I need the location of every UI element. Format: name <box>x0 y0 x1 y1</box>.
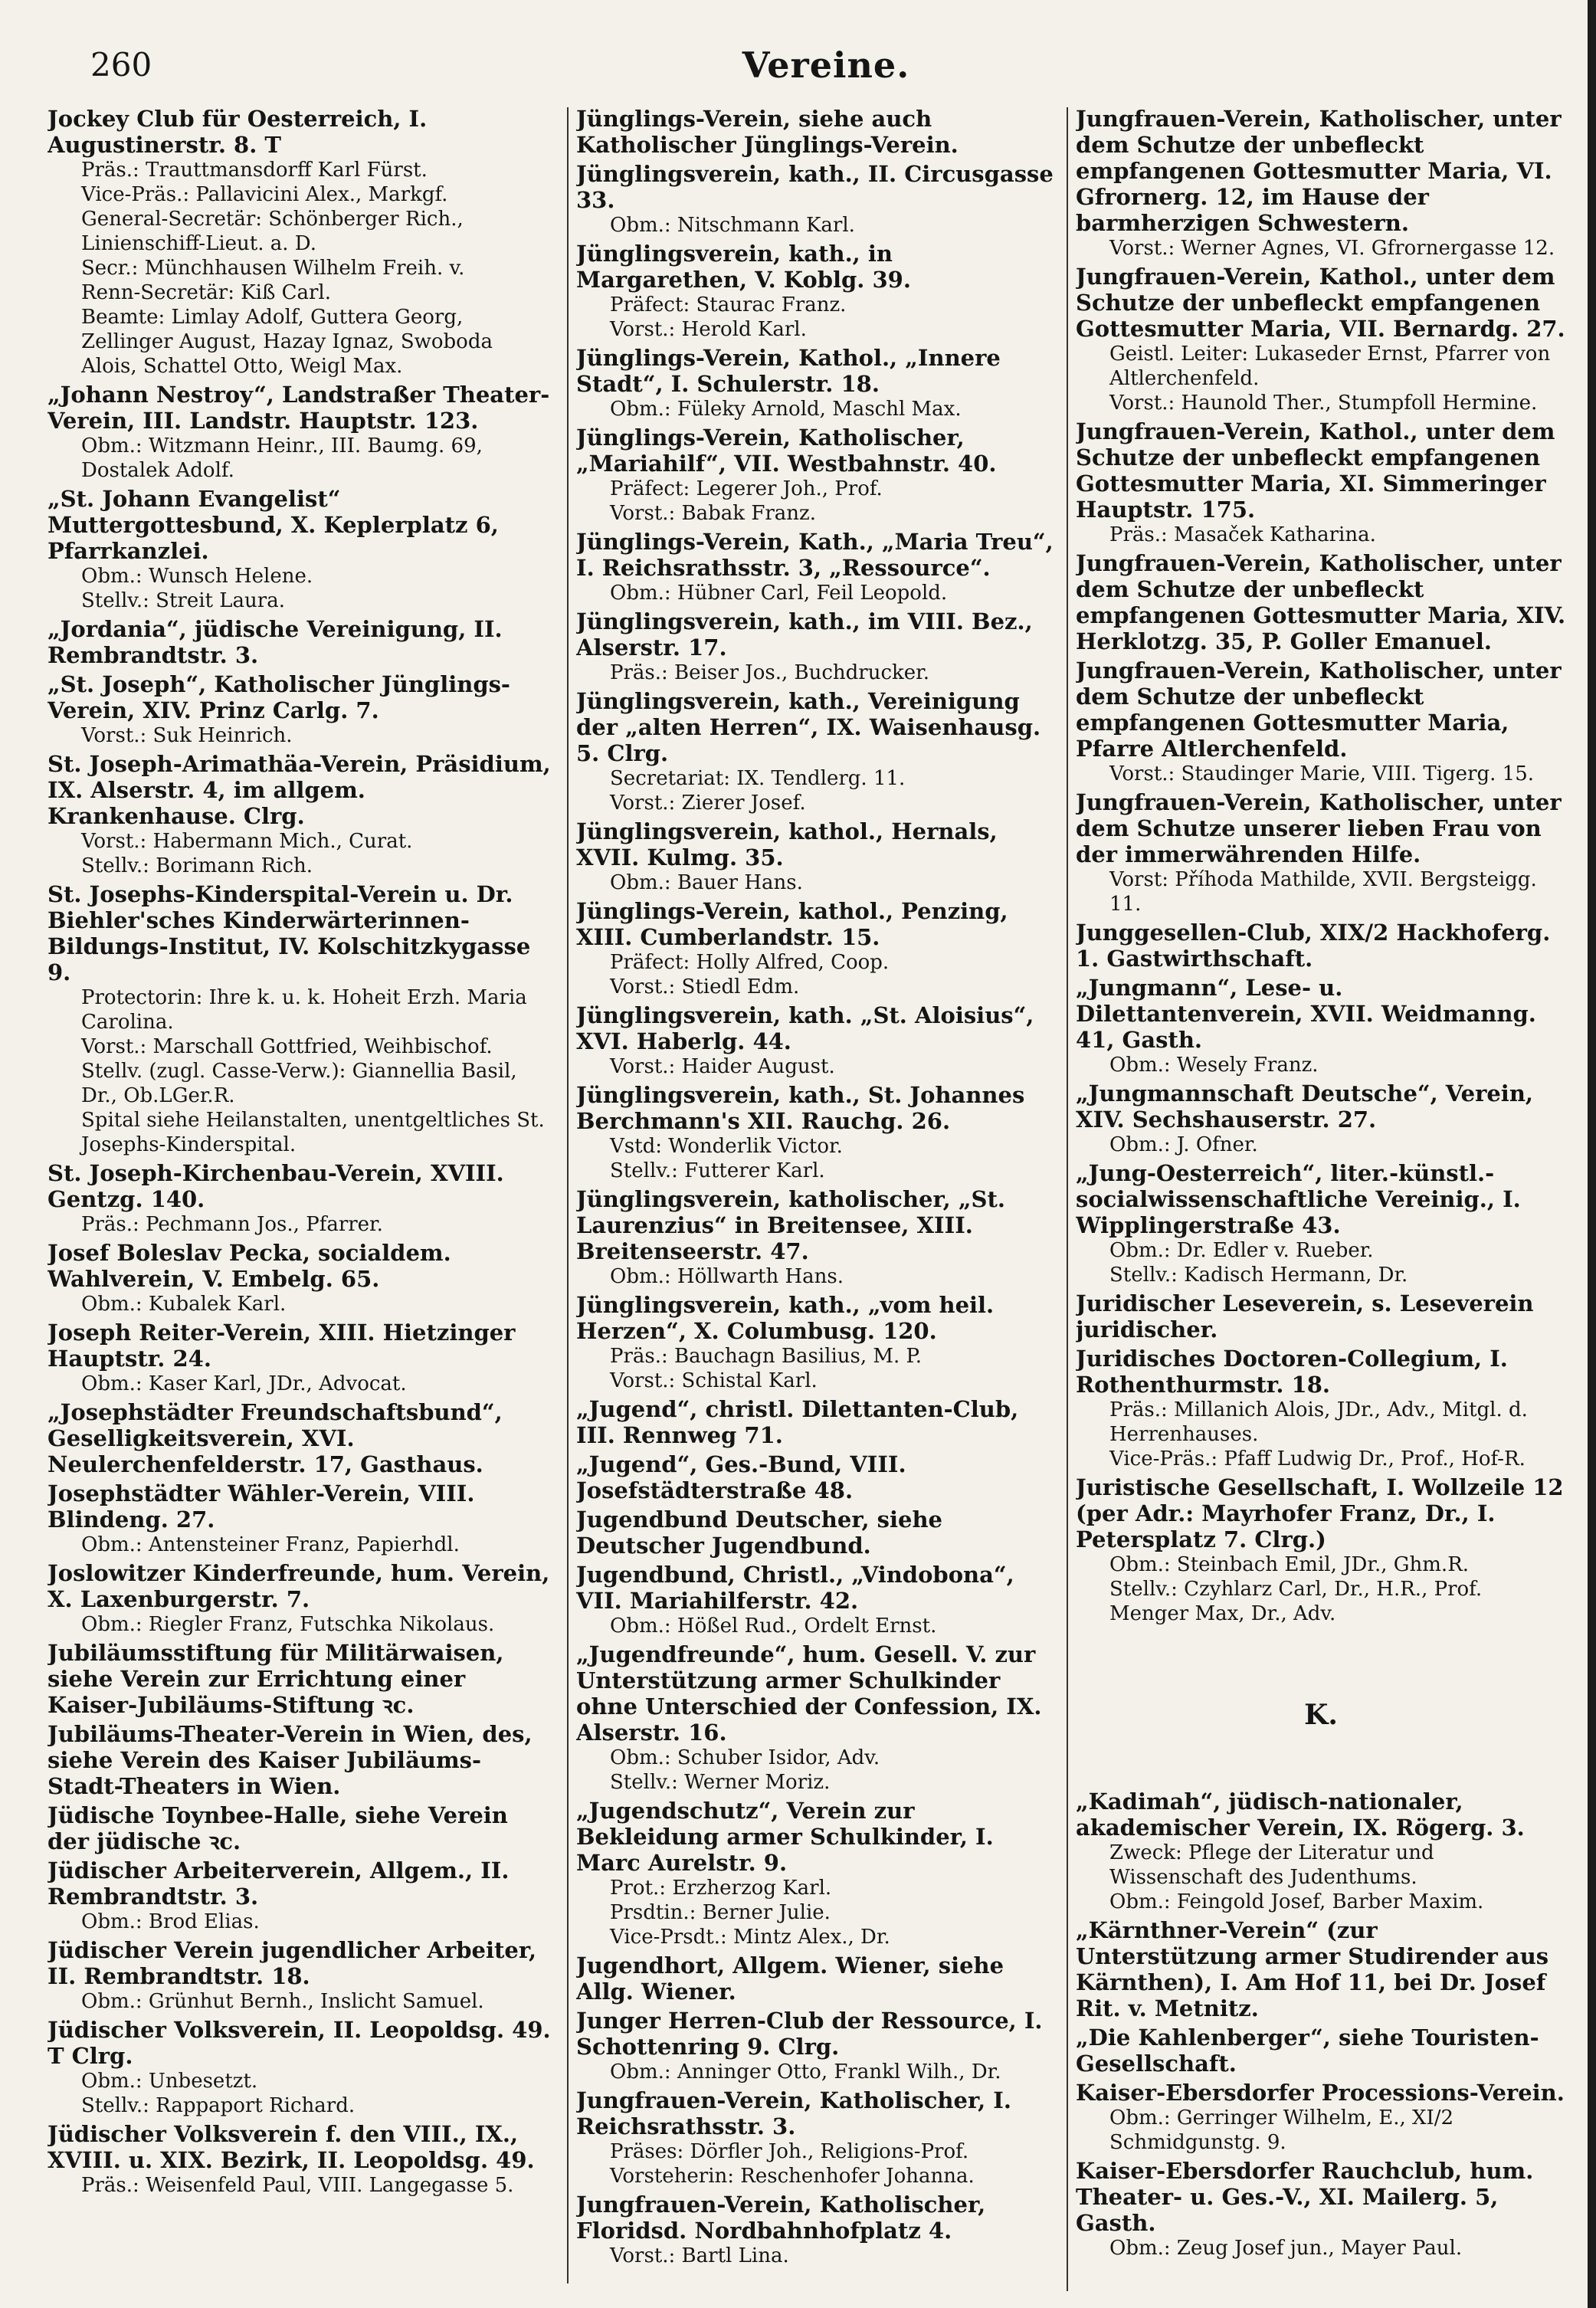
entry-heading: Junger Herren-Club der Ressource, I. Schottenring 9. Clrg. <box>576 2008 1043 2060</box>
entry-detail-line: Vstd: Wonderlik Victor. <box>610 1135 843 1158</box>
entry-detail-line: Obm.: Füleky Arnold, Maschl Max. <box>610 398 962 421</box>
entry-heading: „Jugend“, Ges.-Bund, VIII. Josefstädterstraße 48. <box>576 1451 906 1503</box>
entry-heading: Juridischer Leseverein, s. Leseverein juridischer. <box>1076 1290 1534 1343</box>
directory-entry <box>576 688 1063 815</box>
entry-detail-line: Präfect: Holly Alfred, Coop. <box>610 951 890 974</box>
entry-detail-line: Vorst.: Herold Karl. <box>610 318 807 341</box>
entry-heading: Juridisches Doctoren-Collegium, I. Rothenthurmstr. 18. <box>1076 1346 1508 1398</box>
directory-entry <box>576 1002 1063 1079</box>
entry-detail-line: Stellv.: Streit Laura. <box>81 589 285 612</box>
entry-detail-line: Vorsteherin: Reschenhofer Johanna. <box>610 2165 975 2188</box>
directory-entry <box>1076 2158 1566 2260</box>
section-letter: K. <box>1304 1699 1338 1731</box>
directory-entry <box>48 106 553 379</box>
entry-detail-line: Geistl. Leiter: Lukaseder Ernst, Pfarrer von Altlerchenfeld. <box>1109 343 1551 390</box>
entry-detail-line: Vorst.: Stiedl Edm. <box>610 975 800 998</box>
entry-detail-line: Präs.: Millanich Alois, JDr., Adv., Mitgl. d. Herrenhauses. <box>1109 1398 1528 1446</box>
entry-heading: „Jugendfreunde“, hum. Gesell. V. zur Unterstützung armer Schulkinder ohne Unterschied der Confession, IX. Alserstr. 16. <box>576 1641 1042 1746</box>
directory-entry <box>576 1451 1063 1503</box>
entry-heading: „Kadimah“, jüdisch-nationaler, akademischer Verein, IX. Rögerg. 3. <box>1076 1788 1525 1841</box>
directory-entry <box>576 241 1063 342</box>
entry-heading: Jünglingsverein, kath., II. Circusgasse 33. <box>576 161 1054 213</box>
entry-heading: Jünglings-Verein, kathol., Penzing, XIII. Cumberlandstr. 15. <box>576 898 1008 950</box>
entry-detail-line: Obm.: J. Ofner. <box>1109 1133 1258 1156</box>
entry-heading: Jünglingsverein, katholischer, „St. Laurenzius“ in Breitensee, XIII. Breitenseerstr. 47. <box>576 1186 1005 1264</box>
entry-detail-line: Vorst.: Haider August. <box>610 1055 835 1078</box>
entry-detail-line: Obm.: Kaser Karl, JDr., Advocat. <box>81 1372 407 1395</box>
entry-detail-line: Obm.: Hößel Rud., Ordelt Ernst. <box>610 1615 937 1638</box>
entry-heading: „Jordania“, jüdische Vereinigung, II. Rembrandtstr. 3. <box>48 616 503 668</box>
directory-entry <box>1076 106 1566 261</box>
entry-heading: St. Joseph-Arimathäa-Verein, Präsidium, IX. Alserstr. 4, im allgem. Krankenhause. Clrg. <box>48 751 551 829</box>
directory-entry <box>48 1560 553 1637</box>
entry-detail-line: Obm.: Bauer Hans. <box>610 871 803 894</box>
entry-heading: Josef Boleslav Pecka, socialdem. Wahlverein, V. Embelg. 65. <box>48 1240 451 1292</box>
entry-detail-line: Vorst.: Habermann Mich., Curat. <box>81 830 413 853</box>
directory-entry <box>576 2008 1063 2084</box>
directory-entry <box>1076 975 1566 1077</box>
entry-heading: Jugendbund Deutscher, siehe Deutscher Jugendbund. <box>576 1506 943 1559</box>
directory-entry <box>1076 1080 1566 1157</box>
entry-detail-line: Obm.: Steinbach Emil, JDr., Ghm.R. <box>1109 1553 1470 1576</box>
directory-entry <box>48 1937 553 2014</box>
entry-detail-line: Renn-Secretär: Kiß Carl. <box>81 281 331 304</box>
directory-entry <box>48 881 553 1157</box>
entry-detail-line: Präs.: Masaček Katharina. <box>1109 523 1376 546</box>
directory-entry <box>1076 1160 1566 1287</box>
directory-entry <box>576 898 1063 999</box>
entry-detail-line: Präses: Dörfler Joh., Religions-Prof. <box>610 2140 969 2163</box>
entry-detail-line: Vice-Präs.: Pfaff Ludwig Dr., Prof., Hof-R. <box>1109 1447 1526 1470</box>
directory-entry <box>1076 264 1566 415</box>
entry-detail-line: Obm.: Gerringer Wilhelm, E., XI/2 Schmidgunstg. 9. <box>1109 2106 1454 2154</box>
entry-detail-line: Stellv. (zugl. Casse-Verw.): Giannellia Basil, Dr., Ob.LGer.R. <box>81 1060 517 1107</box>
entry-heading: Jünglings-Verein, Kathol., „Innere Stadt“, I. Schulerstr. 18. <box>576 345 1001 397</box>
entry-detail-line: Stellv.: Czyhlarz Carl, Dr., H.R., Prof. Menger Max, Dr., Adv. <box>1109 1578 1483 1625</box>
entry-heading: Jüdischer Volksverein f. den VIII., IX., XVIII. u. XIX. Bezirk, II. Leopoldsg. 49. <box>48 2121 535 2173</box>
entry-heading: Jünglings-Verein, siehe auch Katholischer Jünglings-Verein. <box>576 106 959 158</box>
directory-entry <box>576 161 1063 238</box>
directory-entry <box>1076 657 1566 786</box>
directory-entry <box>576 818 1063 895</box>
entry-heading: Jüdischer Verein jugendlicher Arbeiter, II. Rembrandtstr. 18. <box>48 1937 537 1989</box>
directory-entry <box>48 1640 553 1718</box>
entry-heading: „Josephstädter Freundschaftsbund“, Geselligkeitsverein, XVI. Neulerchenfelderstr. 17, Gasthaus. <box>48 1399 503 1477</box>
directory-entry <box>576 106 1063 158</box>
entry-heading: Jünglingsverein, kath., im VIII. Bez., Alserstr. 17. <box>576 608 1033 661</box>
entry-heading: Josephstädter Wähler-Verein, VIII. Blindeng. 27. <box>48 1480 475 1533</box>
entry-heading: „Jugendschutz“, Verein zur Bekleidung armer Schulkinder, I. Marc Aurelstr. 9. <box>576 1798 994 1876</box>
directory-entry <box>1076 2024 1566 2077</box>
entry-heading: „St. Joseph“, Katholischer Jünglings-Verein, XIV. Prinz Carlg. 7. <box>48 671 510 723</box>
entry-heading: Jünglingsverein, kath., in Margarethen, V. Koblg. 39. <box>576 241 911 293</box>
entry-detail-line: Vice-Präs.: Pallavicini Alex., Markgf. <box>81 183 448 206</box>
entry-detail-line: Obm.: Höllwarth Hans. <box>610 1265 844 1288</box>
entry-detail-line: Vorst.: Bartl Lina. <box>610 2244 789 2267</box>
entry-detail-line: Vorst.: Staudinger Marie, VIII. Tigerg. 15. <box>1109 762 1535 785</box>
entry-detail-line: Stellv.: Werner Moriz. <box>610 1771 831 1794</box>
entry-heading: Jubiläums-Theater-Verein in Wien, des, siehe Verein des Kaiser Jubiläums-Stadt-Theaters in Wien. <box>48 1721 533 1799</box>
entry-heading: Jünglings-Verein, Kath., „Maria Treu“, I. Reichsrathsstr. 3, „Ressource“. <box>576 529 1054 581</box>
directory-entry <box>576 1641 1063 1795</box>
entry-detail-line: Protectorin: Ihre k. u. k. Hoheit Erzh. Maria Carolina. <box>81 986 527 1034</box>
entry-heading: „Jungmannschaft Deutsche“, Verein, XIV. Sechshauserstr. 27. <box>1076 1080 1534 1133</box>
entry-detail-line: Obm.: Kubalek Karl. <box>81 1293 287 1316</box>
directory-entry <box>48 1857 553 1934</box>
entry-detail-line: Präs.: Trauttmansdorff Karl Fürst. <box>81 159 428 182</box>
directory-entry <box>48 486 553 613</box>
directory-entry <box>48 751 553 878</box>
entry-detail-line: Obm.: Feingold Josef, Barber Maxim. <box>1109 1890 1484 1913</box>
entry-detail-line: Vorst.: Haunold Ther., Stumpfoll Hermine. <box>1109 392 1538 415</box>
entry-detail-line: Obm.: Brod Elias. <box>81 1910 260 1933</box>
entry-detail-line: Vorst.: Marschall Gottfried, Weihbischof. <box>81 1035 493 1058</box>
entry-detail-line: Vorst.: Schistal Karl. <box>610 1369 818 1392</box>
entry-heading: Jungfrauen-Verein, Katholischer, unter dem Schutze der unbefleckt empfangenen Gottesmutter Maria, XIV. Herklotzg. 35, P. Goller Emanuel. <box>1076 550 1566 654</box>
entry-heading: Juristische Gesellschaft, I. Wollzeile 12 (per Adr.: Mayrhofer Franz, Dr., I. Petersplatz 7. Clrg.) <box>1076 1474 1564 1552</box>
entry-heading: Jünglingsverein, kath., St. Johannes Berchmann's XII. Rauchg. 26. <box>576 1082 1025 1134</box>
directory-entry <box>48 1240 553 1316</box>
column-divider <box>567 107 569 2283</box>
entry-detail-line: Obm.: Hübner Carl, Feil Leopold. <box>610 582 948 605</box>
entry-heading: Joseph Reiter-Verein, XIII. Hietzinger Hauptstr. 24. <box>48 1320 516 1372</box>
entry-heading: Jüdischer Volksverein, II. Leopoldsg. 49. T Clrg. <box>48 2017 551 2069</box>
entry-detail-line: Stellv.: Kadisch Hermann, Dr. <box>1109 1264 1408 1287</box>
entry-heading: Jüdischer Arbeiterverein, Allgem., II. Rembrandtstr. 3. <box>48 1857 510 1910</box>
entry-heading: Joslowitzer Kinderfreunde, hum. Verein, X. Laxenburgerstr. 7. <box>48 1560 550 1612</box>
entry-heading: Jünglingsverein, kath. „St. Aloisius“, XVI. Haberlg. 44. <box>576 1002 1034 1054</box>
directory-entry <box>1076 789 1566 916</box>
entry-detail-line: Spital siehe Heilanstalten, unentgeltliches St. Josephs-Kinderspital. <box>81 1109 545 1156</box>
entry-detail-line: Secretariat: IX. Tendlerg. 11. <box>610 767 906 790</box>
directory-entry <box>576 2192 1063 2268</box>
directory-entry <box>48 2017 553 2118</box>
directory-entry <box>1076 1917 1566 2021</box>
entry-heading: Jugendbund, Christl., „Vindobona“, VII. Mariahilferstr. 42. <box>576 1562 1014 1614</box>
entry-heading: „Jugend“, christl. Dilettanten-Club, III. Rennweg 71. <box>576 1396 1019 1448</box>
entry-heading: Jungfrauen-Verein, Katholischer, Floridsd. Nordbahnhofplatz 4. <box>576 2192 986 2244</box>
entry-detail-line: Vorst: Příhoda Mathilde, XVII. Bergsteigg. 11. <box>1109 868 1537 916</box>
directory-entry <box>1076 550 1566 654</box>
entry-detail-line: Obm.: Wunsch Helene. <box>81 565 313 588</box>
entry-detail-line: Präfect: Legerer Joh., Prof. <box>610 477 883 500</box>
entry-heading: Jungfrauen-Verein, Katholischer, I. Reichsrathsstr. 3. <box>576 2087 1011 2139</box>
entry-detail-line: Vice-Prsdt.: Mintz Alex., Dr. <box>610 1926 890 1949</box>
directory-entry <box>48 616 553 668</box>
entry-heading: Junggesellen-Club, XIX/2 Hackhoferg. 1. Gastwirthschaft. <box>1076 920 1551 972</box>
directory-entry <box>576 1798 1063 1949</box>
entry-detail-line: Obm.: Dr. Edler v. Rueber. <box>1109 1239 1374 1262</box>
entry-heading: St. Joseph-Kirchenbau-Verein, XVIII. Gentzg. 140. <box>48 1160 504 1212</box>
entry-detail-line: Obm.: Anninger Otto, Frankl Wilh., Dr. <box>610 2060 1001 2083</box>
entry-heading: Jüdische Toynbee-Halle, siehe Verein der jüdische ꝛc. <box>48 1802 508 1854</box>
directory-entry <box>576 1952 1063 2005</box>
directory-entry <box>48 671 553 748</box>
entry-heading: Jungfrauen-Verein, Katholischer, unter dem Schutze unserer lieben Frau von der immerwährenden Hilfe. <box>1076 789 1562 867</box>
directory-entry <box>576 1396 1063 1448</box>
directory-entry <box>48 1802 553 1854</box>
column-2 <box>576 106 1063 2297</box>
entry-detail-line: Obm.: Grünhut Bernh., Inslicht Samuel. <box>81 1990 484 2013</box>
directory-entry <box>1076 418 1566 547</box>
directory-entry <box>576 345 1063 421</box>
column-1 <box>48 106 553 2297</box>
page-number: 260 <box>90 46 152 84</box>
directory-entry <box>48 2121 553 2198</box>
entry-detail-line: Prsdtin.: Berner Julie. <box>610 1901 831 1924</box>
directory-entry <box>48 382 553 483</box>
entry-detail-line: Präfect: Staurac Franz. <box>610 293 847 316</box>
entry-heading: „Jung-Oesterreich“, liter.-künstl.-socialwissenschaftliche Vereinig., I. Wipplingerstraße 43. <box>1076 1160 1521 1238</box>
entry-detail-line: Prot.: Erzherzog Karl. <box>610 1877 832 1900</box>
page-title: Vereine. <box>742 44 910 86</box>
directory-entry <box>576 425 1063 526</box>
entry-detail-line: Obm.: Witzmann Heinr., III. Baumg. 69, Dostalek Adolf. <box>81 434 483 482</box>
directory-entry <box>576 1562 1063 1638</box>
directory-entry <box>1076 1290 1566 1343</box>
entry-detail-line: Obm.: Nitschmann Karl. <box>610 214 855 237</box>
entry-heading: Jungfrauen-Verein, Katholischer, unter dem Schutze der unbefleckt empfangenen Gottesmutter Maria, Pfarre Altlerchenfeld. <box>1076 657 1562 762</box>
entry-detail-line: Zweck: Pflege der Literatur und Wissenschaft des Judenthums. <box>1109 1841 1434 1889</box>
entry-detail-line: Obm.: Riegler Franz, Futschka Nikolaus. <box>81 1613 495 1636</box>
directory-entry <box>48 1721 553 1799</box>
directory-entry <box>48 1160 553 1237</box>
entry-detail-line: Präs.: Bauchagn Basilius, M. P. <box>610 1345 923 1368</box>
entry-detail-line: Stellv.: Futterer Karl. <box>610 1159 825 1182</box>
directory-entry <box>576 529 1063 605</box>
directory-entry <box>1076 1474 1566 1626</box>
entry-heading: „St. Johann Evangelist“ Muttergottesbund, X. Keplerplatz 6, Pfarrkanzlei. <box>48 486 499 564</box>
directory-entry <box>48 1480 553 1557</box>
directory-entry <box>1076 1346 1566 1471</box>
entry-heading: Jünglingsverein, kath., Vereinigung der „alten Herren“, IX. Waisenhausg. 5. Clrg. <box>576 688 1041 766</box>
entry-heading: Jungfrauen-Verein, Kathol., unter dem Schutze der unbefleckt empfangenen Gottesmutter Maria, XI. Simmeringer Hauptstr. 175. <box>1076 418 1555 523</box>
entry-detail-line: Vorst.: Werner Agnes, VI. Gfrornergasse 12. <box>1109 237 1555 260</box>
directory-entry <box>1076 1788 1566 1914</box>
directory-entry <box>1076 920 1566 972</box>
entry-detail-line: Beamte: Limlay Adolf, Guttera Georg, Zellinger August, Hazay Ignaz, Swoboda Alois, Schattel Otto, Weigl Max. <box>81 306 493 378</box>
entry-detail-line: Obm.: Antensteiner Franz, Papierhdl. <box>81 1533 460 1556</box>
entry-detail-line: General-Secretär: Schönberger Rich., Linienschiff-Lieut. a. D. <box>81 208 464 255</box>
column-3 <box>1076 106 1566 2297</box>
entry-heading: Jugendhort, Allgem. Wiener, siehe Allg. Wiener. <box>576 1952 1004 2005</box>
entry-detail-line: Vorst.: Zierer Josef. <box>610 792 806 815</box>
entry-detail-line: Stellv.: Borimann Rich. <box>81 854 313 877</box>
entry-detail-line: Secr.: Münchhausen Wilhelm Freih. v. <box>81 257 465 280</box>
directory-entry <box>576 1186 1063 1289</box>
entry-heading: St. Josephs-Kinderspital-Verein u. Dr. Biehler'sches Kinderwärterinnen-Bildungs-Institut, IV. Kolschitzkygasse 9. <box>48 881 531 985</box>
entry-detail-line: Stellv.: Rappaport Richard. <box>81 2094 356 2117</box>
entry-heading: Kaiser-Ebersdorfer Rauchclub, hum. Theater- u. Ges.-V., XI. Mailerg. 5, Gasth. <box>1076 2158 1534 2236</box>
entry-detail-line: Obm.: Schuber Isidor, Adv. <box>610 1746 880 1769</box>
entry-heading: Jünglings-Verein, Katholischer, „Mariahilf“, VII. Westbahnstr. 40. <box>576 425 997 477</box>
directory-entry <box>576 1292 1063 1393</box>
entry-heading: Jockey Club für Oesterreich, I. Augustinerstr. 8. T <box>48 106 428 158</box>
entry-detail-line: Vorst.: Suk Heinrich. <box>81 724 293 747</box>
entry-heading: Jünglingsverein, kath., „vom heil. Herzen“, X. Columbusg. 120. <box>576 1292 995 1344</box>
entry-heading: „Die Kahlenberger“, siehe Touristen-Gesellschaft. <box>1076 2024 1539 2077</box>
entry-heading: Jungfrauen-Verein, Kathol., unter dem Schutze der unbefleckt empfangenen Gottesmutter Maria, VII. Bernardg. 27. <box>1076 264 1565 342</box>
directory-entry <box>1076 2080 1566 2155</box>
entry-heading: Jünglingsverein, kathol., Hernals, XVII. Kulmg. 35. <box>576 818 998 870</box>
page-header <box>83 38 1569 100</box>
entry-detail-line: Präs.: Weisenfeld Paul, VIII. Langegasse 5. <box>81 2174 514 2197</box>
entry-heading: Jubiläumsstiftung für Militärwaisen, siehe Verein zur Errichtung einer Kaiser-Jubiläums-Stiftung ꝛc. <box>48 1640 504 1718</box>
entry-heading: „Johann Nestroy“, Landstraßer Theater-Verein, III. Landstr. Hauptstr. 123. <box>48 382 550 434</box>
entry-detail-line: Obm.: Zeug Josef jun., Mayer Paul. <box>1109 2237 1463 2260</box>
column-divider <box>1067 107 1068 2291</box>
directory-entry <box>48 1399 553 1477</box>
directory-entry <box>48 1320 553 1396</box>
entry-heading: „Jungmann“, Lese- u. Dilettantenverein, XVII. Weidmanng. 41, Gasth. <box>1076 975 1536 1053</box>
entry-detail-line: Obm.: Wesely Franz. <box>1109 1054 1319 1077</box>
entry-heading: Jungfrauen-Verein, Katholischer, unter dem Schutze der unbefleckt empfangenen Gottesmutter Maria, VI. Gfrornerg. 12, im Hause der barmherzigen Schwestern. <box>1076 106 1562 236</box>
directory-entry <box>576 1506 1063 1559</box>
directory-entry <box>576 608 1063 685</box>
entry-heading: „Kärnthner-Verein“ (zur Unterstützung armer Studirender aus Kärnthen), I. Am Hof 11, bei Dr. Josef Rit. v. Metnitz. <box>1076 1917 1549 2021</box>
entry-detail-line: Obm.: Unbesetzt. <box>81 2070 258 2093</box>
entry-heading: Kaiser-Ebersdorfer Processions-Verein. <box>1076 2080 1565 2106</box>
entry-detail-line: Präs.: Beiser Jos., Buchdrucker. <box>610 661 930 684</box>
directory-entry <box>576 2087 1063 2188</box>
directory-entry <box>576 1082 1063 1183</box>
entry-detail-line: Vorst.: Babak Franz. <box>610 502 817 525</box>
entry-detail-line: Präs.: Pechmann Jos., Pfarrer. <box>81 1213 383 1236</box>
